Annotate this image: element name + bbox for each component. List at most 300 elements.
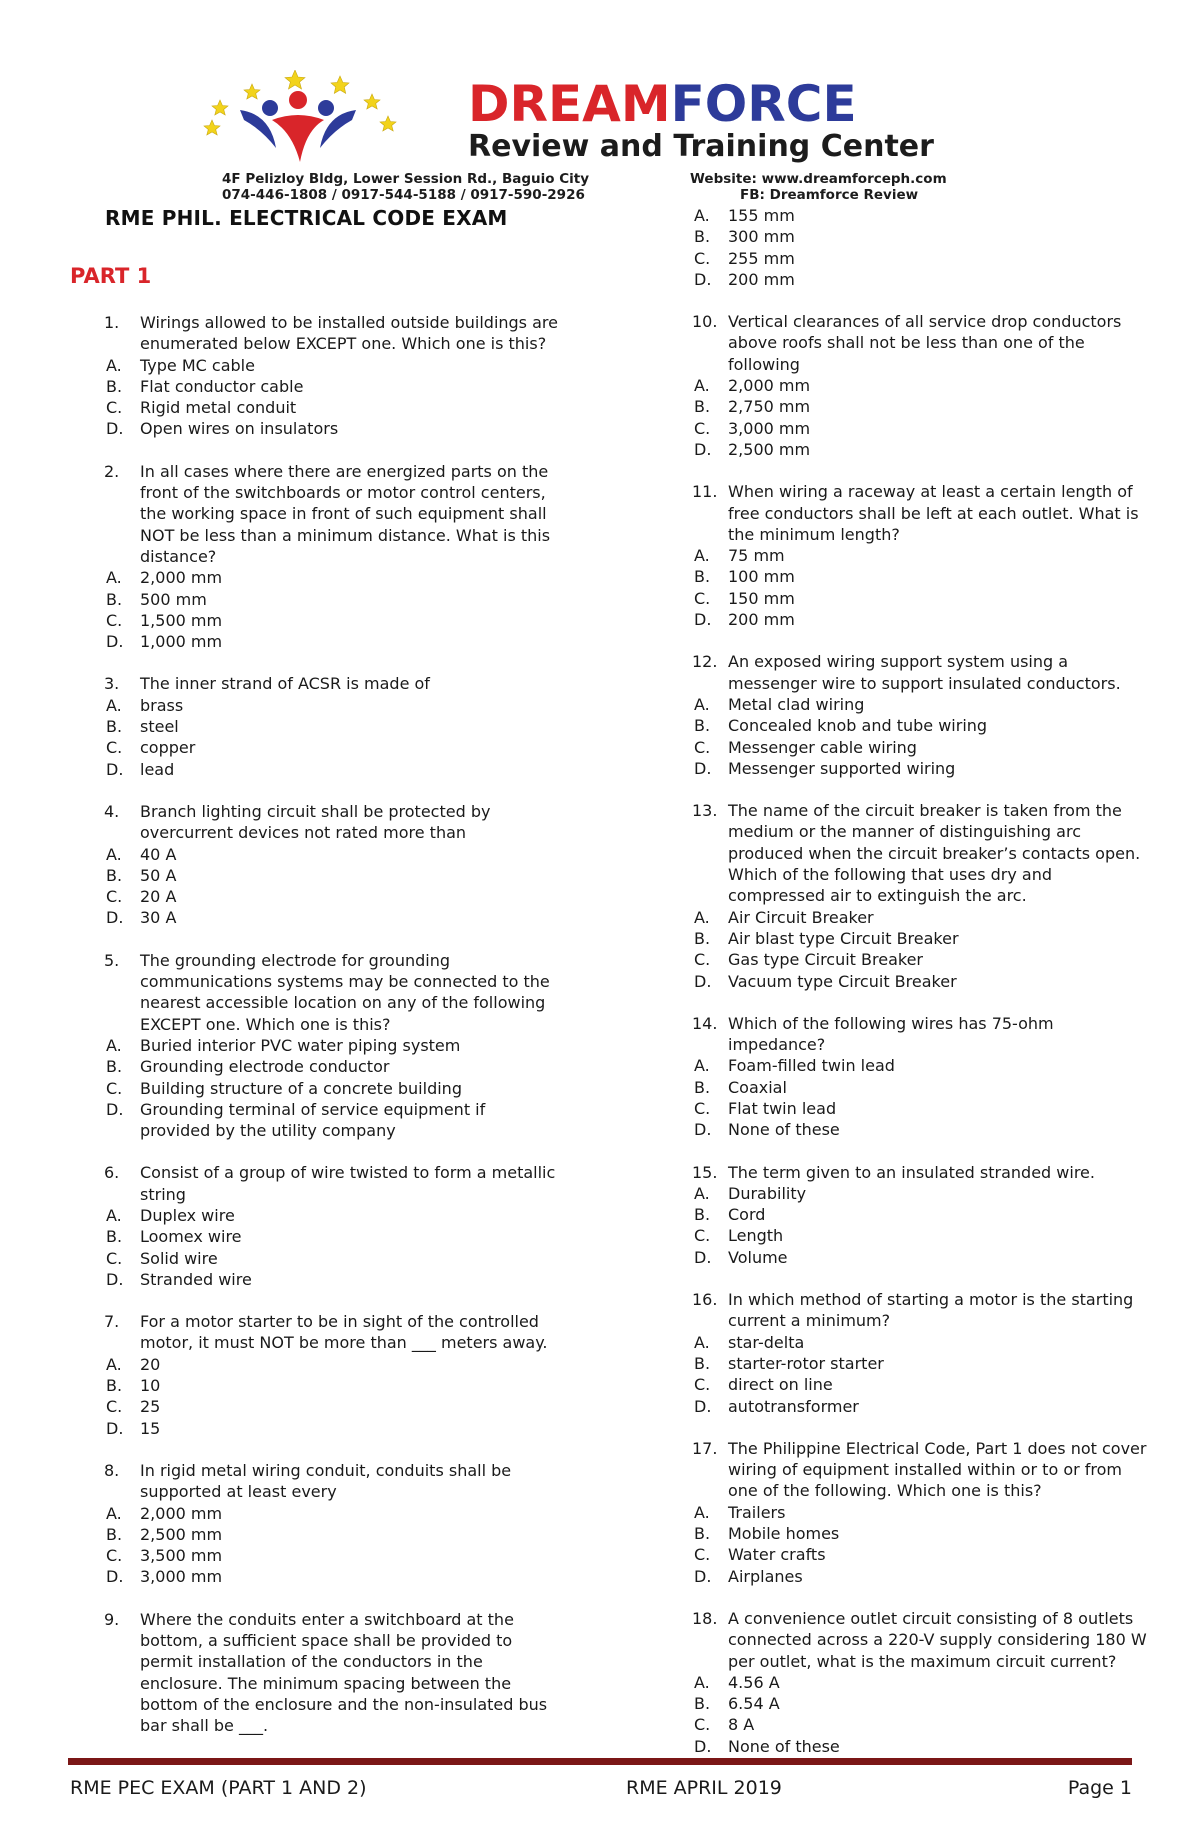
answer-option — [70, 631, 560, 652]
option-text: Grounding terminal of service equipment if provided by the utility company — [140, 1099, 486, 1141]
option-letter: C. — [106, 1397, 123, 1417]
option-letter: A. — [694, 1502, 710, 1522]
answer-option — [70, 1056, 560, 1077]
header — [200, 70, 1030, 203]
question-item — [70, 801, 560, 929]
answer-option — [658, 1119, 1148, 1140]
answer-option — [658, 971, 1148, 992]
answer-option — [70, 397, 560, 418]
answer-option — [658, 1566, 1148, 1587]
question-number: 14. — [692, 1013, 718, 1033]
question-9-options-continued — [658, 205, 1148, 290]
option-letter: B. — [106, 1376, 123, 1396]
option-text: 2,750 mm — [728, 397, 811, 417]
question-item — [658, 1013, 1148, 1141]
option-letter: C. — [106, 887, 123, 907]
option-letter: B. — [694, 227, 711, 247]
answer-option — [658, 1247, 1148, 1268]
option-text: Solid wire — [140, 1248, 218, 1268]
option-text: 8 A — [728, 1715, 755, 1735]
question-item — [658, 1438, 1148, 1587]
option-text: steel — [140, 717, 179, 737]
option-letter: A. — [694, 907, 710, 927]
question-text: Branch lighting circuit shall be protected by overcurrent devices not rated more than — [140, 801, 491, 843]
answer-option — [658, 1183, 1148, 1204]
option-text: 3,500 mm — [140, 1546, 223, 1566]
option-letter: D. — [694, 1736, 712, 1756]
answer-option — [70, 1545, 560, 1566]
option-text: 100 mm — [728, 567, 795, 587]
answer-option — [70, 1418, 560, 1439]
option-letter: C. — [694, 1715, 711, 1735]
question-item — [70, 1311, 560, 1439]
option-letter: A. — [106, 355, 122, 375]
question-number: 7. — [104, 1312, 120, 1332]
option-text: 255 mm — [728, 248, 795, 268]
answer-option — [70, 1205, 560, 1226]
option-letter: B. — [694, 928, 711, 948]
question-number: 16. — [692, 1290, 718, 1310]
answer-option — [70, 355, 560, 376]
brand-name — [468, 76, 857, 132]
option-letter: B. — [106, 1524, 123, 1544]
option-text: 2,000 mm — [728, 376, 811, 396]
answer-option — [658, 396, 1148, 417]
option-letter: D. — [694, 971, 712, 991]
option-text: starter-rotor starter — [728, 1353, 884, 1373]
answer-option — [70, 1524, 560, 1545]
answer-option — [70, 376, 560, 397]
right-column-questions — [658, 311, 1148, 1757]
option-letter: D. — [694, 1566, 712, 1586]
option-letter: D. — [694, 610, 712, 630]
question-item — [70, 1609, 560, 1737]
part-title: PART 1 — [70, 264, 152, 288]
option-letter: A. — [694, 1183, 710, 1203]
option-text: Type MC cable — [140, 355, 255, 375]
brand-dream: DREAM — [468, 75, 671, 133]
option-text: Air Circuit Breaker — [728, 907, 874, 927]
answer-option — [658, 588, 1148, 609]
brand-force: FORCE — [670, 75, 857, 133]
address: 4F Pelizloy Bldg, Lower Session Rd., Baguio City — [222, 171, 590, 187]
question-number: 1. — [104, 313, 120, 332]
answer-options — [658, 907, 1148, 992]
option-text: None of these — [728, 1120, 840, 1140]
option-letter: C. — [694, 1545, 711, 1565]
answer-option — [70, 1566, 560, 1587]
footer-page-number: Page 1 — [1067, 1777, 1132, 1799]
option-letter: C. — [694, 1098, 711, 1118]
answer-options — [70, 355, 560, 440]
option-text: Building structure of a concrete building — [140, 1078, 462, 1098]
answer-option — [658, 375, 1148, 396]
option-text: Gas type Circuit Breaker — [728, 950, 924, 970]
option-letter: D. — [106, 1567, 124, 1587]
answer-option — [658, 949, 1148, 970]
question-number: 4. — [104, 801, 120, 821]
answer-option — [70, 1035, 560, 1056]
answer-option — [70, 716, 560, 737]
option-text: None of these — [728, 1736, 840, 1756]
question-text: The inner strand of ACSR is made of — [140, 674, 430, 694]
answer-options — [658, 694, 1148, 779]
option-text: 150 mm — [728, 588, 795, 608]
question-item — [658, 311, 1148, 460]
answer-option — [70, 1396, 560, 1417]
answer-option — [658, 715, 1148, 736]
option-text: Messenger supported wiring — [728, 758, 956, 778]
answer-option — [658, 1736, 1148, 1757]
option-text: 1,500 mm — [140, 610, 223, 630]
option-letter: C. — [106, 1078, 123, 1098]
question-item — [658, 1289, 1148, 1417]
answer-option — [658, 439, 1148, 460]
option-letter: D. — [106, 1099, 124, 1119]
answer-options — [658, 1332, 1148, 1417]
website: Website: www.dreamforceph.com — [690, 171, 947, 187]
answer-option — [658, 269, 1148, 290]
question-number: 8. — [104, 1460, 120, 1480]
option-letter: A. — [694, 694, 710, 714]
option-letter: C. — [694, 950, 711, 970]
option-letter: C. — [694, 1226, 711, 1246]
question-number: 17. — [692, 1438, 718, 1458]
answer-option — [70, 695, 560, 716]
question-text: When wiring a raceway at least a certain length of free conductors shall be left at each outlet. What is the minimum length? — [728, 482, 1139, 544]
option-letter: A. — [694, 376, 710, 396]
option-text: Flat twin lead — [728, 1098, 837, 1118]
question-text: Which of the following wires has 75-ohm impedance? — [728, 1013, 1054, 1055]
option-text: 15 — [140, 1418, 161, 1438]
question-number: 2. — [104, 461, 120, 481]
option-text: 40 A — [140, 844, 177, 864]
option-text: 20 — [140, 1354, 161, 1374]
answer-option — [70, 1503, 560, 1524]
question-text: The name of the circuit breaker is taken from the medium or the manner of distinguishing arc produced when the circuit breaker’s contacts open. Which of the following that uses dry and compressed air to extinguish the arc. — [728, 801, 1141, 906]
option-text: 2,500 mm — [140, 1524, 223, 1544]
phone-numbers: 074-446-1808 / 0917-544-5188 / 0917-590-2926 — [222, 187, 585, 203]
answer-option — [658, 1374, 1148, 1395]
option-text: direct on line — [728, 1375, 833, 1395]
option-text: 6.54 A — [728, 1694, 780, 1714]
question-number: 11. — [692, 482, 718, 502]
option-text: 300 mm — [728, 227, 795, 247]
contact-address-block — [222, 171, 589, 203]
answer-option — [658, 1502, 1148, 1523]
option-letter: B. — [106, 1227, 123, 1247]
answer-option — [658, 1353, 1148, 1374]
footer-exam-date: RME APRIL 2019 — [626, 1777, 782, 1799]
answer-options — [658, 1672, 1148, 1757]
option-letter: A. — [106, 1503, 122, 1523]
option-text: Flat conductor cable — [140, 376, 304, 396]
option-letter: B. — [106, 865, 123, 885]
question-item — [658, 800, 1148, 992]
option-letter: C. — [694, 1375, 711, 1395]
answer-options — [70, 567, 560, 652]
option-text: Open wires on insulators — [140, 419, 339, 439]
question-item — [658, 481, 1148, 630]
option-letter: B. — [106, 1057, 123, 1077]
brand-subtitle: Review and Training Center — [468, 129, 934, 164]
option-text: Metal clad wiring — [728, 694, 865, 714]
option-letter: C. — [106, 398, 123, 418]
answer-option — [658, 1225, 1148, 1246]
dreamforce-logo-icon — [200, 70, 440, 170]
option-text: Vacuum type Circuit Breaker — [728, 971, 957, 991]
option-text: lead — [140, 759, 175, 779]
answer-option — [658, 1672, 1148, 1693]
option-letter: C. — [694, 737, 711, 757]
option-letter: D. — [106, 908, 124, 928]
question-item — [70, 673, 560, 779]
option-letter: B. — [694, 1524, 711, 1544]
option-letter: A. — [106, 1205, 122, 1225]
question-number: 18. — [692, 1608, 718, 1628]
answer-option — [658, 1204, 1148, 1225]
option-text: star-delta — [728, 1332, 805, 1352]
option-text: 30 A — [140, 908, 177, 928]
answer-options — [658, 1183, 1148, 1268]
option-text: Loomex wire — [140, 1227, 242, 1247]
question-item — [658, 651, 1148, 779]
question-number: 10. — [692, 312, 718, 332]
option-text: Duplex wire — [140, 1205, 235, 1225]
answer-option — [70, 1099, 560, 1142]
option-text: Stranded wire — [140, 1269, 252, 1289]
question-text: In all cases where there are energized parts on the front of the switchboards or motor control centers, the working space in front of such equipment shall NOT be less than a minimum distance. What is this distance? — [140, 461, 551, 566]
option-text: 3,000 mm — [728, 418, 811, 438]
answer-option — [70, 844, 560, 865]
question-item — [70, 950, 560, 1142]
question-text: In which method of starting a motor is the starting current a minimum? — [728, 1290, 1134, 1331]
answer-option — [658, 1077, 1148, 1098]
option-letter: A. — [694, 1672, 710, 1692]
question-text: Vertical clearances of all service drop conductors above roofs shall not be less than one of the following — [728, 312, 1122, 374]
answer-option — [658, 1055, 1148, 1076]
answer-option — [658, 545, 1148, 566]
option-letter: B. — [694, 1353, 711, 1373]
answer-option — [70, 567, 560, 588]
option-text: Rigid metal conduit — [140, 398, 297, 418]
option-letter: A. — [694, 546, 710, 566]
answer-option — [658, 1544, 1148, 1565]
answer-option — [658, 1714, 1148, 1735]
option-text: 75 mm — [728, 546, 785, 566]
answer-option — [658, 907, 1148, 928]
answer-option — [658, 1523, 1148, 1544]
option-text: 50 A — [140, 865, 177, 885]
option-letter: D. — [106, 419, 124, 439]
answer-options — [658, 1055, 1148, 1140]
question-item — [70, 1460, 560, 1588]
answer-option — [658, 928, 1148, 949]
option-letter: A. — [106, 1035, 122, 1055]
question-item — [70, 312, 560, 440]
option-text: Length — [728, 1226, 784, 1246]
question-text: Consist of a group of wire twisted to form a metallic string — [140, 1163, 556, 1204]
option-text: Water crafts — [728, 1545, 826, 1565]
answer-option — [70, 737, 560, 758]
question-number: 6. — [104, 1163, 120, 1183]
option-letter: B. — [106, 376, 123, 396]
option-letter: C. — [694, 588, 711, 608]
option-text: Concealed knob and tube wiring — [728, 716, 988, 736]
option-letter: D. — [694, 1120, 712, 1140]
option-letter: D. — [694, 1396, 712, 1416]
question-number: 3. — [104, 674, 120, 694]
option-text: 10 — [140, 1376, 161, 1396]
question-number: 13. — [692, 801, 718, 821]
option-letter: D. — [694, 269, 712, 289]
answer-option — [70, 610, 560, 631]
answer-options — [70, 695, 560, 780]
answer-option — [70, 1269, 560, 1290]
answer-option — [658, 1396, 1148, 1417]
option-text: Airplanes — [728, 1566, 803, 1586]
answer-option — [70, 1078, 560, 1099]
option-letter: B. — [694, 1077, 711, 1097]
question-item — [70, 1162, 560, 1290]
answer-options — [70, 844, 560, 929]
option-letter: D. — [106, 1418, 124, 1438]
answer-option — [658, 226, 1148, 247]
answer-option — [658, 1693, 1148, 1714]
option-text: Grounding electrode conductor — [140, 1057, 390, 1077]
answer-option — [70, 1375, 560, 1396]
question-number: 12. — [692, 652, 718, 672]
option-letter: C. — [106, 1248, 123, 1268]
option-text: 2,000 mm — [140, 568, 223, 588]
option-letter: D. — [694, 758, 712, 778]
answer-option — [658, 694, 1148, 715]
answer-option — [70, 865, 560, 886]
question-text: The term given to an insulated stranded wire. — [728, 1162, 1095, 1182]
answer-option — [70, 759, 560, 780]
answer-options — [70, 1205, 560, 1290]
answer-option — [658, 566, 1148, 587]
option-text: 500 mm — [140, 589, 207, 609]
contact-online-block — [690, 171, 947, 203]
option-text: brass — [140, 695, 184, 715]
answer-option — [658, 737, 1148, 758]
option-text: copper — [140, 738, 196, 758]
option-letter: D. — [106, 759, 124, 779]
answer-option — [70, 589, 560, 610]
option-letter: B. — [694, 567, 711, 587]
answer-option — [70, 1248, 560, 1269]
question-text: The grounding electrode for grounding communications systems may be connected to the nearest accessible location on any of the following EXCEPT one. Which one is this? — [140, 950, 550, 1034]
option-letter: A. — [106, 695, 122, 715]
answer-options — [658, 545, 1148, 630]
question-item — [70, 461, 560, 653]
option-letter: D. — [106, 632, 124, 652]
option-letter: D. — [694, 1247, 712, 1267]
option-text: Cord — [728, 1205, 766, 1225]
option-text: 20 A — [140, 887, 177, 907]
option-text: Air blast type Circuit Breaker — [728, 928, 959, 948]
question-text: Wirings allowed to be installed outside buildings are enumerated below EXCEPT one. Which one is this? — [140, 313, 558, 354]
option-letter: C. — [106, 610, 123, 630]
option-letter: B. — [106, 717, 123, 737]
option-text: 200 mm — [728, 610, 795, 630]
document-title: RME PHIL. ELECTRICAL CODE EXAM — [105, 206, 508, 230]
option-text: 1,000 mm — [140, 632, 223, 652]
option-letter: C. — [694, 418, 711, 438]
question-text: An exposed wiring support system using a messenger wire to support insulated conductors. — [728, 652, 1121, 693]
option-letter: A. — [106, 1354, 122, 1374]
option-letter: A. — [694, 1332, 710, 1352]
answer-options — [658, 375, 1148, 460]
option-letter: B. — [694, 397, 711, 417]
option-letter: C. — [106, 1546, 123, 1566]
answer-options — [70, 1354, 560, 1439]
option-letter: B. — [694, 716, 711, 736]
option-text: 200 mm — [728, 269, 795, 289]
question-number: 5. — [104, 950, 120, 970]
left-column — [70, 312, 560, 1737]
option-text: Buried interior PVC water piping system — [140, 1035, 461, 1055]
option-text: Trailers — [728, 1502, 786, 1522]
option-letter: C. — [694, 248, 711, 268]
answer-options — [70, 1035, 560, 1141]
answer-option — [70, 418, 560, 439]
answer-option — [70, 907, 560, 928]
answer-options — [658, 1502, 1148, 1587]
right-column — [658, 205, 1148, 1778]
footer-exam-name: RME PEC EXAM (PART 1 AND 2) — [70, 1777, 367, 1799]
option-letter: A. — [106, 844, 122, 864]
option-letter: B. — [694, 1205, 711, 1225]
question-item — [658, 1608, 1148, 1757]
option-text: Messenger cable wiring — [728, 737, 917, 757]
answer-option — [658, 1332, 1148, 1353]
answer-option — [70, 1226, 560, 1247]
option-letter: A. — [694, 1056, 710, 1076]
option-text: 4.56 A — [728, 1672, 780, 1692]
option-text: autotransformer — [728, 1396, 859, 1416]
option-letter: A. — [694, 206, 710, 225]
option-text: Mobile homes — [728, 1524, 840, 1544]
option-text: Durability — [728, 1183, 807, 1203]
option-text: 3,000 mm — [140, 1567, 223, 1587]
option-text: 2,000 mm — [140, 1503, 223, 1523]
option-letter: C. — [106, 738, 123, 758]
answer-option — [70, 886, 560, 907]
option-text: 2,500 mm — [728, 439, 811, 459]
facebook: FB: Dreamforce Review — [740, 187, 919, 203]
question-text: The Philippine Electrical Code, Part 1 does not cover wiring of equipment installed within or to or from one of the following. Which one is this? — [728, 1438, 1147, 1501]
question-text: Where the conduits enter a switchboard at the bottom, a sufficient space shall be provided to permit installation of the conductors in the enclosure. The minimum spacing between the bottom of the enclosure and the non-insulated bus bar shall be ___. — [140, 1609, 548, 1736]
answer-option — [658, 248, 1148, 269]
footer-rule — [68, 1758, 1132, 1765]
option-text: 25 — [140, 1397, 161, 1417]
answer-options — [70, 1503, 560, 1588]
option-letter: D. — [694, 439, 712, 459]
answer-option — [658, 418, 1148, 439]
option-text: Foam-filled twin lead — [728, 1056, 895, 1076]
option-letter: B. — [106, 589, 123, 609]
answer-option — [658, 1098, 1148, 1119]
option-letter: B. — [694, 1694, 711, 1714]
option-letter: A. — [106, 568, 122, 588]
answer-option — [658, 205, 1148, 226]
option-text: Coaxial — [728, 1077, 787, 1097]
answer-option — [658, 758, 1148, 779]
question-item — [658, 1162, 1148, 1268]
question-text: For a motor starter to be in sight of the controlled motor, it must NOT be more than ___ meters away. — [140, 1312, 548, 1353]
